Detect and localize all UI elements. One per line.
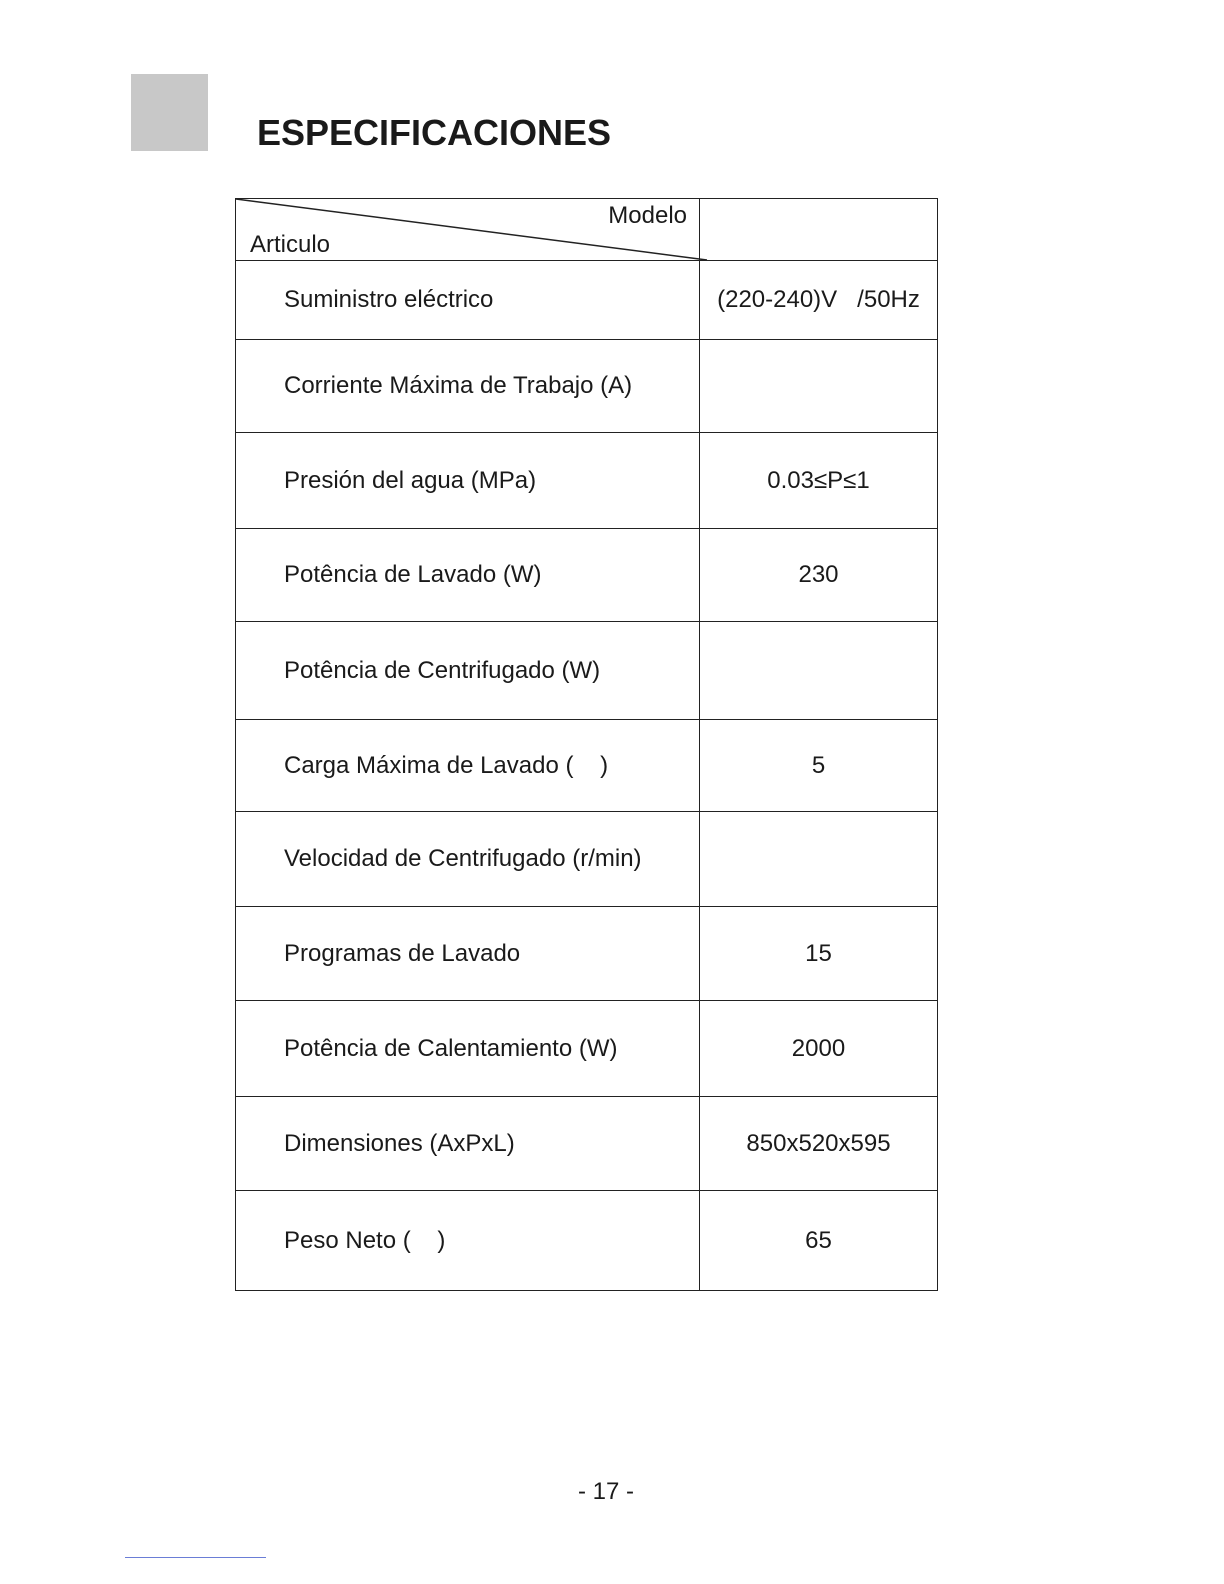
row-label: Suministro eléctrico (236, 261, 700, 340)
specifications-table (235, 198, 938, 1291)
row-value: 850x520x595 (700, 1097, 938, 1191)
row-label: Dimensiones (AxPxL) (236, 1097, 700, 1191)
header-value-cell (700, 199, 938, 261)
table-row (236, 261, 938, 340)
row-value (700, 340, 938, 433)
row-value: 65 (700, 1191, 938, 1291)
table-row (236, 529, 938, 622)
table-row (236, 1191, 938, 1291)
row-value: 0.03≤P≤1 (700, 433, 938, 529)
row-value: 2000 (700, 1001, 938, 1097)
row-value (700, 622, 938, 720)
row-label: Potência de Centrifugado (W) (236, 622, 700, 720)
table-row (236, 433, 938, 529)
row-label: Velocidad de Centrifugado (r/min) (236, 812, 700, 907)
row-value (700, 812, 938, 907)
page-title: ESPECIFICACIONES (257, 112, 612, 153)
page-number: - 17 - (577, 1478, 634, 1505)
row-label: Programas de Lavado (236, 907, 700, 1001)
table-row (236, 622, 938, 720)
table-row (236, 1097, 938, 1191)
table-header-row (236, 199, 938, 261)
section-marker-box (131, 74, 208, 151)
table-row (236, 907, 938, 1001)
row-label: Potência de Lavado (W) (236, 529, 700, 622)
footer-rule (125, 1557, 266, 1558)
table-row (236, 812, 938, 907)
row-label: Peso Neto ( ) (236, 1191, 700, 1291)
row-value: 5 (700, 720, 938, 812)
header-article-label: Articulo (250, 231, 331, 258)
header-model-label: Modelo (608, 202, 687, 229)
row-label: Corriente Máxima de Trabajo (A) (236, 340, 700, 433)
row-value: 230 (700, 529, 938, 622)
row-value: (220-240)V /50Hz (700, 261, 938, 340)
row-value: 15 (700, 907, 938, 1001)
table-row (236, 340, 938, 433)
row-label: Carga Máxima de Lavado ( ) (236, 720, 700, 812)
row-label: Presión del agua (MPa) (236, 433, 700, 529)
table-row (236, 1001, 938, 1097)
header-diagonal-cell (236, 199, 700, 261)
table-row (236, 720, 938, 812)
row-label: Potência de Calentamiento (W) (236, 1001, 700, 1097)
